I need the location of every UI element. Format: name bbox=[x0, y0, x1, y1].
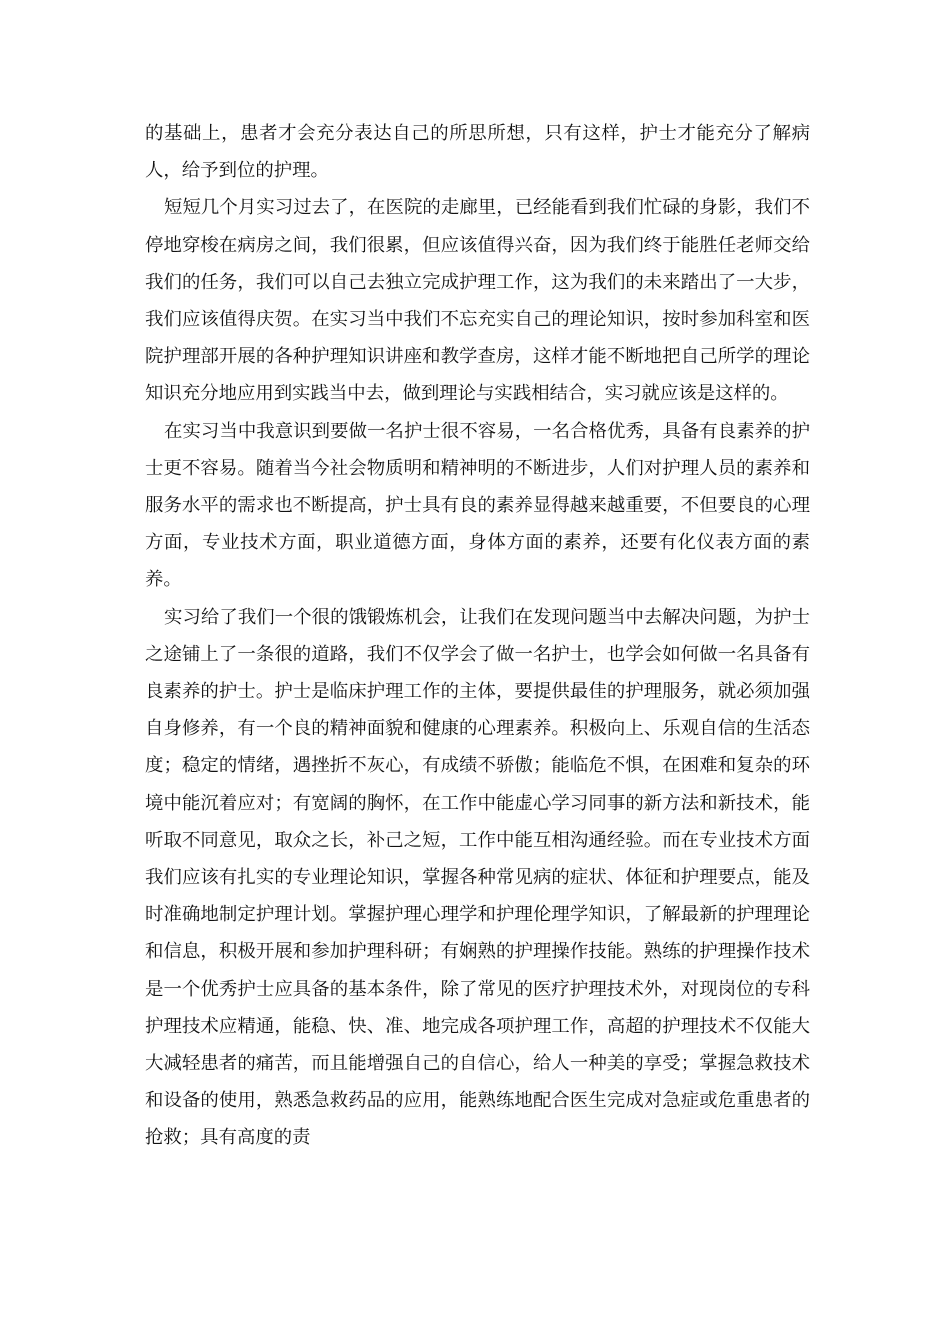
paragraph-3: 在实习当中我意识到要做一名护士很不容易，一名合格优秀，具备有良素养的护士更不容易。随着当今社会物质明和精神明的不断进步，人们对护理人员的素养和服务水平的需求也不断提高，护士具有良的素养显得越来越重要，不但要良的心理方面，专业技术方面，职业道德方面，身体方面的素养，还要有化仪表方面的素养。 bbox=[145, 420, 810, 591]
paragraph-4: 实习给了我们一个很的饿锻炼机会，让我们在发现问题当中去解决问题，为护士之途铺上了一条很的道路，我们不仅学会了做一名护士，也学会如何做一名具备有良素养的护士。护士是临床护理工作的主体，要提供最佳的护理服务，就必须加强自身修养，有一个良的精神面貌和健康的心理素养。积极向上、乐观自信的生活态度；稳定的情绪，遇挫折不灰心，有成绩不骄傲；能临危不惧，在困难和复杂的环境中能沉着应对；有宽阔的胸怀，在工作中能虚心学习同事的新方法和新技术，能听取不同意见，取众之长，补己之短，工作中能互相沟通经验。而在专业技术方面我们应该有扎实的专业理论知识，掌握各种常见病的症状、体征和护理要点，能及时准确地制定护理计划。掌握护理心理学和护理伦理学知识，了解最新的护理理论和信息，积极开展和参加护理科研；有娴熟的护理操作技能。熟练的护理操作技术是一个优秀护士应具备的基本条件，除了常见的医疗护理技术外，对现岗位的专科护理技术应精通，能稳、快、准、地完成各项护理工作，高超的护理技术不仅能大大减轻患者的痛苦，而且能增强自己的自信心，给人一种美的享受；掌握急救技术和设备的使用，熟悉急救药品的应用，能熟练地配合医生完成对急症或危重患者的抢救；具有高度的责 bbox=[145, 606, 810, 1149]
paragraph-2: 短短几个月实习过去了，在医院的走廊里，已经能看到我们忙碌的身影，我们不停地穿梭在病房之间，我们很累，但应该值得兴奋，因为我们终于能胜任老师交给我们的任务，我们可以自己去独立完成护理工作，这为我们的未来踏出了一大步，我们应该值得庆贺。在实习当中我们不忘充实自己的理论知识，按时参加科室和医院护理部开展的各种护理知识讲座和教学查房，这样才能不断地把自己所学的理论知识充分地应用到实践当中去，做到理论与实践相结合，实习就应该是这样的。 bbox=[145, 197, 810, 405]
body-text bbox=[145, 115, 810, 1157]
paragraph-1: 的基础上，患者才会充分表达自己的所思所想，只有这样，护士才能充分了解病人，给予到位的护理。 bbox=[145, 123, 810, 182]
